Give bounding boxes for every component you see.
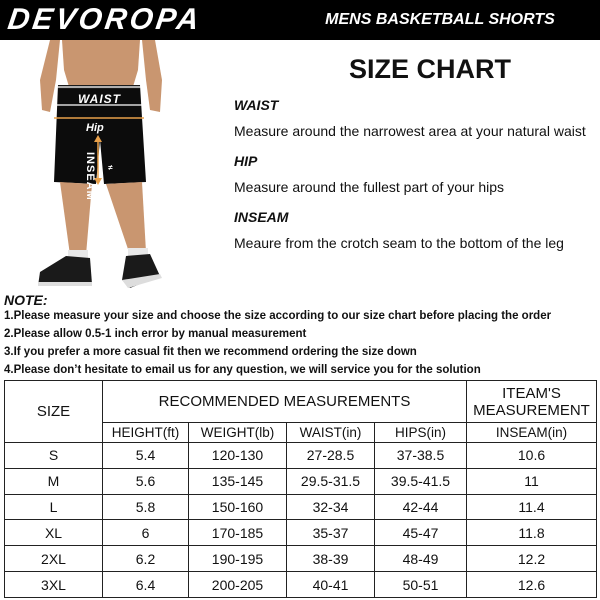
right-arm xyxy=(142,40,162,112)
torso xyxy=(62,40,140,90)
size-cell: M xyxy=(5,468,103,494)
weight-cell: 135-145 xyxy=(189,468,287,494)
inseam-cell: 11 xyxy=(467,468,597,494)
table-row xyxy=(5,546,597,572)
left-arm xyxy=(40,40,60,112)
inseam-cell: 11.4 xyxy=(467,494,597,520)
size-cell: S xyxy=(5,443,103,469)
weight-cell: 170-185 xyxy=(189,520,287,546)
waist-cell: 29.5-31.5 xyxy=(287,468,375,494)
svg-text:≠: ≠ xyxy=(108,163,113,172)
size-table xyxy=(4,380,597,598)
inseam-description: Meaure from the crotch seam to the bottom of the leg xyxy=(234,235,564,251)
column-header: WEIGHT(lb) xyxy=(189,423,287,443)
brand-logo: DEVOROPA xyxy=(5,3,204,36)
waist-cell: 40-41 xyxy=(287,572,375,598)
height-cell: 5.4 xyxy=(103,443,189,469)
hip-figure-label: Hip xyxy=(86,122,104,134)
weight-cell: 190-195 xyxy=(189,546,287,572)
table-row xyxy=(5,572,597,598)
waist-cell: 32-34 xyxy=(287,494,375,520)
waist-heading: WAIST xyxy=(234,97,279,113)
height-cell: 5.6 xyxy=(103,468,189,494)
hip-description: Measure around the fullest part of your hips xyxy=(234,179,505,195)
column-header: INSEAM(in) xyxy=(467,423,597,443)
iteam-header: ITEAM'S MEASUREMENT xyxy=(467,381,597,423)
inseam-cell: 12.6 xyxy=(467,572,597,598)
waist-figure-label: WAIST xyxy=(78,92,121,106)
hips-cell: 50-51 xyxy=(375,572,467,598)
size-header: SIZE xyxy=(5,381,103,443)
inseam-cell: 12.2 xyxy=(467,546,597,572)
waist-cell: 35-37 xyxy=(287,520,375,546)
product-title: MENS BASKETBALL SHORTS xyxy=(325,11,555,28)
hips-cell: 42-44 xyxy=(375,494,467,520)
size-cell: 3XL xyxy=(5,572,103,598)
inseam-cell: 11.8 xyxy=(467,520,597,546)
note-item: 3.If you prefer a more casual fit then we recommend ordering the size down xyxy=(4,346,417,358)
inseam-heading: INSEAM xyxy=(234,209,289,225)
hips-cell: 37-38.5 xyxy=(375,443,467,469)
inseam-figure-label: INSEAM xyxy=(84,152,96,201)
waist-cell: 27-28.5 xyxy=(287,443,375,469)
note-item: 4.Please don’t hesitate to email us for any question, we will service you for the solution xyxy=(4,364,481,376)
right-leg xyxy=(106,182,146,255)
header-bar xyxy=(0,0,600,40)
column-header: HIPS(in) xyxy=(375,423,467,443)
note-item: 2.Please allow 0.5-1 inch error by manual measurement xyxy=(4,328,307,340)
weight-cell: 150-160 xyxy=(189,494,287,520)
weight-cell: 200-205 xyxy=(189,572,287,598)
column-header: WAIST(in) xyxy=(287,423,375,443)
model-illustration xyxy=(0,40,200,290)
table-row xyxy=(5,468,597,494)
hips-cell: 39.5-41.5 xyxy=(375,468,467,494)
table-header-row xyxy=(5,381,597,423)
size-cell: 2XL xyxy=(5,546,103,572)
waist-description: Measure around the narrowest area at your natural waist xyxy=(234,123,586,139)
weight-cell: 120-130 xyxy=(189,443,287,469)
column-header: HEIGHT(ft) xyxy=(103,423,189,443)
size-cell: XL xyxy=(5,520,103,546)
note-item: 1.Please measure your size and choose the size according to our size chart before placing the order xyxy=(4,310,552,322)
size-cell: L xyxy=(5,494,103,520)
height-cell: 6 xyxy=(103,520,189,546)
hips-cell: 48-49 xyxy=(375,546,467,572)
inseam-cell: 10.6 xyxy=(467,443,597,469)
waist-cell: 38-39 xyxy=(287,546,375,572)
table-row xyxy=(5,443,597,469)
size-chart-title: SIZE CHART xyxy=(349,54,511,84)
table-row xyxy=(5,520,597,546)
left-shoe xyxy=(38,256,92,286)
table-row xyxy=(5,494,597,520)
height-cell: 5.8 xyxy=(103,494,189,520)
notes-title: NOTE: xyxy=(4,292,48,308)
recommended-header: RECOMMENDED MEASUREMENTS xyxy=(103,381,467,423)
model-figure xyxy=(0,40,200,290)
height-cell: 6.4 xyxy=(103,572,189,598)
hip-heading: HIP xyxy=(234,153,258,169)
height-cell: 6.2 xyxy=(103,546,189,572)
hips-cell: 45-47 xyxy=(375,520,467,546)
